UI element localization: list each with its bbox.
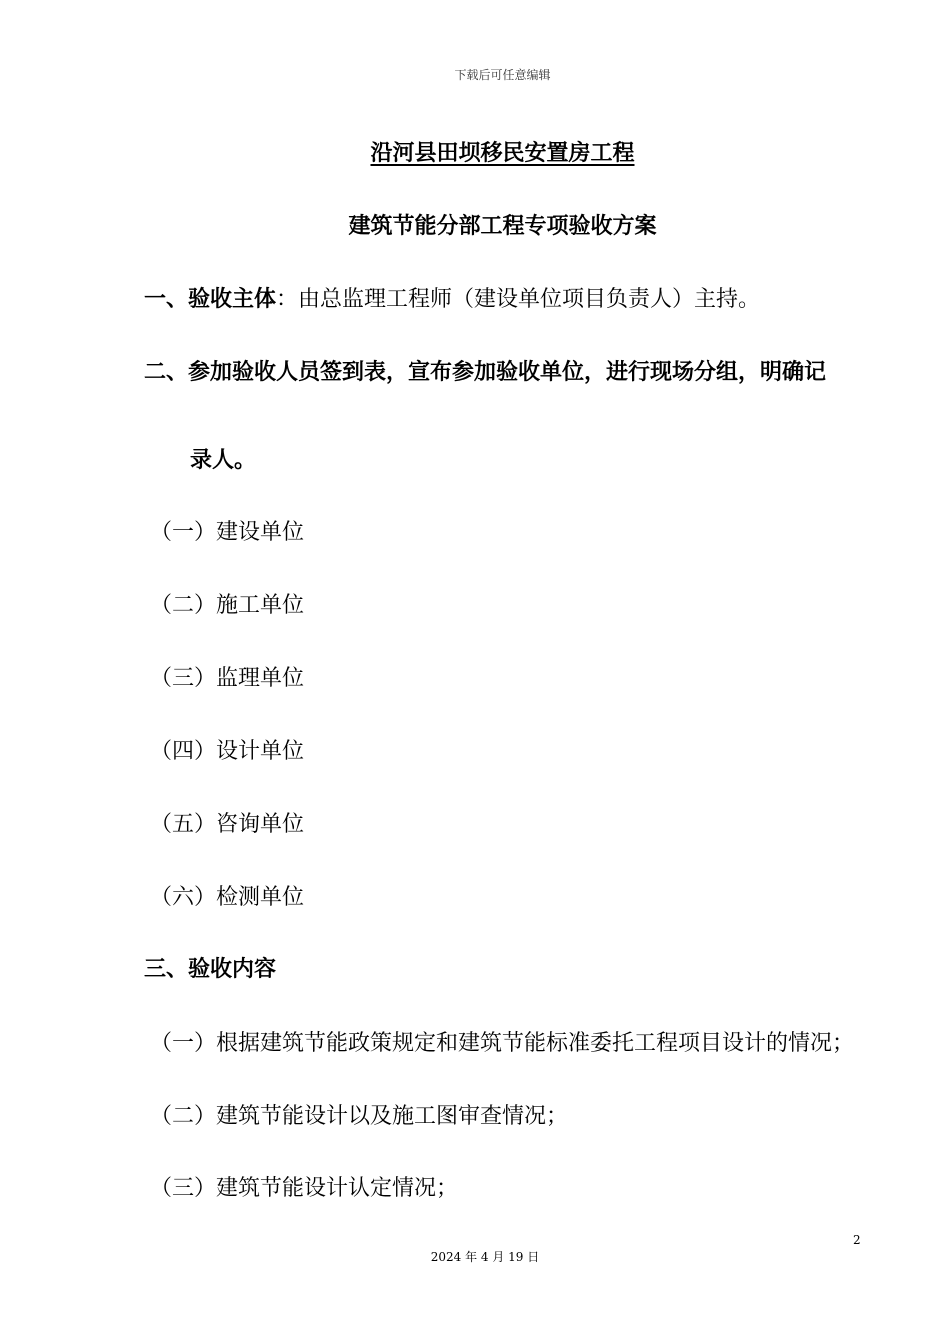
unit-item-1: （一）建设单位 — [150, 520, 305, 545]
section-3-heading: 三、验收内容 — [144, 957, 277, 982]
content-item-3: （三）建筑节能设计认定情况； — [150, 1176, 459, 1201]
content-item-2: （二）建筑节能设计以及施工图审查情况； — [150, 1104, 569, 1129]
unit-item-2: （二）施工单位 — [150, 593, 305, 618]
unit-item-3: （三）监理单位 — [150, 666, 305, 691]
header-note: 下载后可任意编辑 — [454, 68, 551, 82]
section-2-line-1: 二、参加验收人员签到表，宣布参加验收单位，进行现场分组，明确记 — [144, 360, 827, 385]
page-number: 2 — [853, 1233, 861, 1247]
content-item-1: （一）根据建筑节能政策规定和建筑节能标准委托工程项目设计的情况； — [150, 1031, 855, 1056]
section-1-heading: 一、验收主体 — [144, 287, 277, 312]
unit-item-4: （四）设计单位 — [150, 739, 305, 764]
unit-item-6: （六）检测单位 — [150, 885, 305, 910]
section-1 — [144, 282, 760, 313]
section-2-line-2: 录人。 — [190, 448, 257, 473]
footer-date: 2024 年 4 月 19 日 — [430, 1250, 540, 1264]
section-1-text: ：由总监理工程师（建设单位项目负责人）主持。 — [276, 287, 761, 312]
unit-item-5: （五）咨询单位 — [150, 812, 305, 837]
document-subtitle: 建筑节能分部工程专项验收方案 — [348, 214, 657, 239]
document-title: 沿河县田坝移民安置房工程 — [370, 141, 635, 166]
